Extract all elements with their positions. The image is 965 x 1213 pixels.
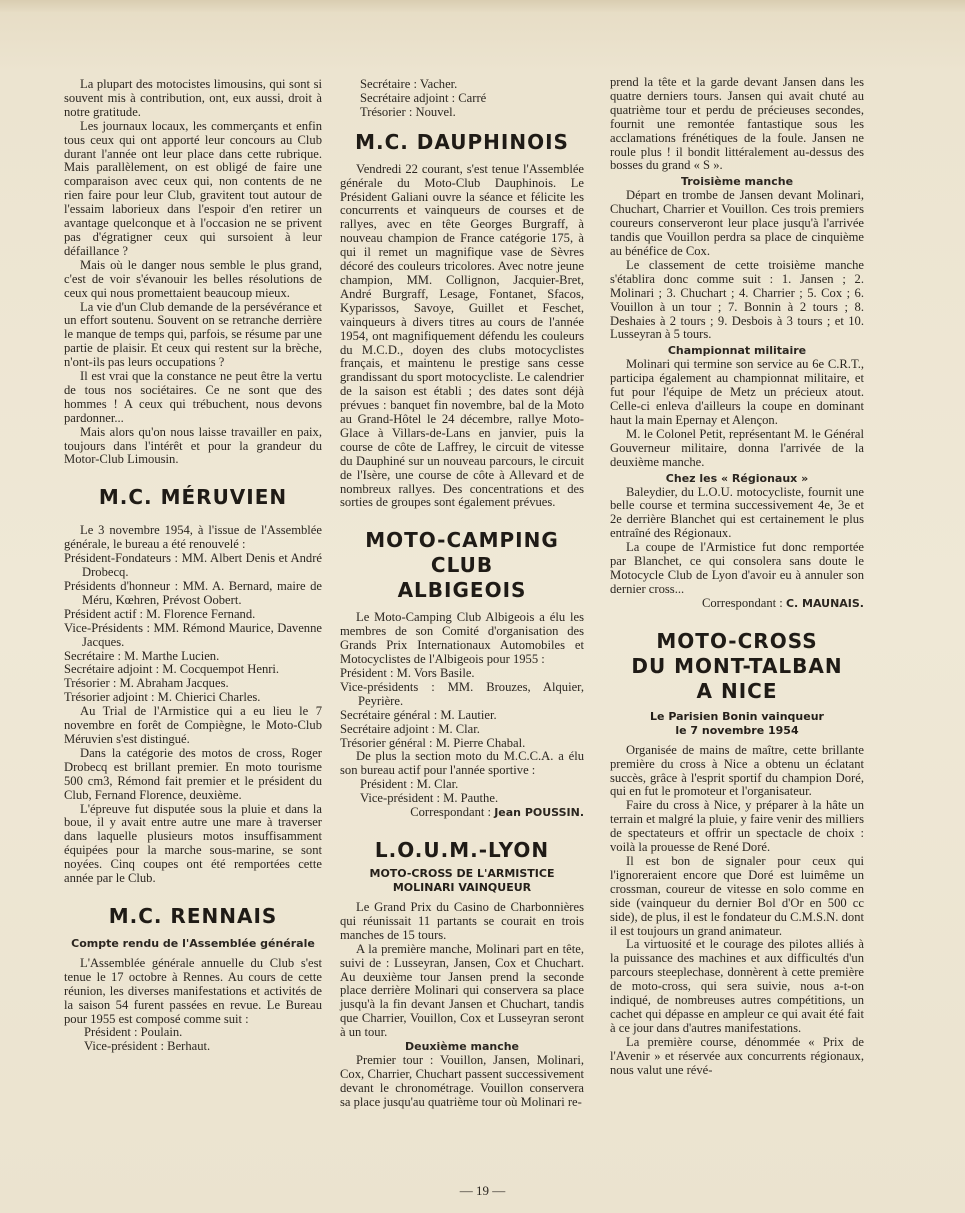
- heading-albigeois-line-2: ALBIGEOIS: [397, 578, 527, 603]
- paragraph: Vendredi 22 courant, s'est tenue l'Assemblée générale du Moto-Club Dauphinois. Le Président Galiani ouvre la séance et félicite les concurrents et vainqueurs de courses et de rallyes, avec en tête Georges Burgraff, à nouveau champion de France catégorie 175, à qui il remet un magnifique vase de Sèvres décoré des couleurs tricolores. Avec notre jeune champion, MM. Collignon, Jacquier-Bret, André Burgraff, Lesage, Fontanet, Sfacos, Kyparissos, Savoye, Guillet et Feschet, vainqueurs à divers titres au cours de l'année 1954, ont magnifiquement défendu les couleurs du M.C.D., doyen des clubs motocyclistes français, et maintenu le prestige sans cesse grandissant du sport motocycliste. Le calendrier de la saison est établi ; des dates sont déjà prévues : banquet fin novembre, bal de la Moto au Grand-Hôtel le 24 décembre, rallye Moto-Glace à Villars-de-Lans en janvier, puis la course de côte de Laffrey, le circuit de vitesse du Dauphiné sur un nouveau parcours, le circuit de l'Isère, une course de côte à Allevard et de nombreux rallyes. Des concentrations et des sorties de groupes sont également prévues.: [340, 161, 584, 510]
- heading-rennais: M.C. RENNAIS: [108, 903, 278, 928]
- paragraph: Faire du cross à Nice, y préparer à la hâte un terrain et malgré la pluie, y faire venir des milliers de spectateurs et offrir un spectacle de choix : voilà la prouesse de René Doré.: [610, 798, 864, 855]
- paragraph: Le Grand Prix du Casino de Charbonnières qui réunissait 11 partants se courait en trois manches de 15 tours.: [340, 899, 584, 942]
- heading-albigeois: [340, 528, 584, 603]
- paragraph: Départ en trombe de Jansen devant Molinari, Chuchart, Charrier et Vouillon. Ces trois premiers coureurs conserveront leur place jusqu'à l'arrivée tandis que Vouillon perdra sa place de cinquième au bénéfice de Cox.: [610, 188, 864, 258]
- subheading-nice-1: Le Parisien Bonin vainqueur: [650, 709, 824, 723]
- list-item: Président : M. Vors Basile.: [340, 666, 475, 680]
- paragraph: Il est bon de signaler pour ceux qui l'ignoreraient encore que Doré est luimême un crossman, coureur de vitesse en solo comme en side (vainqueur du dernier Bol d'Or en 500 cc side), de plus, il est le fondateur du C.M.S.N. dont il est toujours un grand animateur.: [610, 853, 864, 938]
- rennais-bureau-continued: [340, 78, 584, 120]
- list-item: Vice-président : Berhaut.: [84, 1039, 211, 1054]
- list-item: Trésorier général : M. Pierre Chabal.: [340, 735, 526, 750]
- albigeois-section-list: [340, 778, 584, 806]
- paragraph: La plupart des motocistes limousins, qui sont si souvent mis à contribution, ont, eux aussi, droit à notre gratitude.: [64, 77, 322, 119]
- heading-nice-line-1: MOTO-CROSS: [656, 628, 818, 653]
- correspondent-albigeois: [340, 806, 584, 820]
- column-2: [340, 78, 584, 1110]
- paragraph: A la première manche, Molinari part en tête, suivi de : Lusseyran, Jansen, Cox et Chuchart. Au deuxième tour Jansen prend la seconde place derrière Molinari qui conservera sa place jusqu'à la fin devant Jansen et Chuchart, tandis que Charrier, Vouillon, Cox et Lusseyran seront à un tour.: [340, 941, 584, 1040]
- heading-meruvien: M.C. MÉRUVIEN: [98, 485, 288, 510]
- list-item: Secrétaire général : M. Lautier.: [340, 707, 497, 722]
- paragraph: La première course, dénommée « Prix de l'Avenir » et réservée aux concurrents régionaux, nous valut une révé-: [610, 1034, 864, 1077]
- paragraph: Les journaux locaux, les commerçants et enfin tous ceux qui ont apporté leur concours au Club durant l'année ont leur place dans cette rubrique. Mais parallèlement, on est obligé de faire une comparaison avec ceux qui, non contents de ne rien faire pour leur Club, gravitent tout autour de l'essaim laborieux dans l'espoir d'en retirer un avantage quelconque et à l'occasion ne se privent pas d'égratigner ceux qui sursoient à leur défaillance ?: [64, 118, 322, 258]
- paragraph: Le Moto-Camping Club Albigeois a élu les membres de son Comité d'organisation des Grands Prix Internationaux Automobiles et Motocyclistes de l'Albigeois pour 1955 :: [340, 610, 584, 667]
- correspondent-label: Correspondant :: [410, 805, 492, 820]
- list-item: Vice-Présidents : MM. Rémond Maurice, Davenne Jacques.: [64, 620, 322, 649]
- paragraph: L'épreuve fut disputée sous la pluie et dans la boue, il y avait entre autre une mare à traverser dans laquelle plusieurs motos insuffisamment équipées pour la marche sous-marine, se sont noyées. Cinq coupes ont été remportées cette année par le Club.: [64, 801, 322, 886]
- list-item: Secrétaire : M. Marthe Lucien.: [64, 648, 220, 663]
- heading-dauphinois: M.C. DAUPHINOIS: [355, 129, 569, 154]
- subheading-manche-2: Deuxième manche: [404, 1040, 520, 1054]
- column-1: [64, 78, 322, 1054]
- list-item: Président-Fondateurs : MM. Albert Denis et André Drobecq.: [64, 551, 322, 580]
- subheading-nice-2: le 7 novembre 1954: [675, 723, 799, 737]
- list-item: Président actif : M. Florence Fernand.: [64, 606, 256, 621]
- correspondent-label: Correspondant :: [701, 595, 783, 610]
- rennais-bureau-list: [64, 1026, 322, 1054]
- heading-loum-lyon: L.O.U.M.-LYON: [374, 837, 550, 862]
- albigeois-committee-list: [340, 667, 584, 750]
- paragraph: La virtuosité et le courage des pilotes alliés à la puissance des machines et aux difficultés d'un parcours steeplechase, donnèrent à cette première de moto-cross, qui sera suivie, nous a-t-on indiqué, de nombreuses autres compétitions, un cachet qui dépasse en ampleur ce qui avait été fait à ce jour dans d'autres manifestations.: [610, 937, 864, 1035]
- subheading-loum-2: MOLINARI VAINQUEUR: [392, 880, 532, 894]
- paragraph: Il est vrai que la constance ne peut être la vertu de tous nos sociétaires. Ce ne sont que des hommes ! A ceux qui trébuchent, nous devons pardonner...: [64, 369, 322, 425]
- paragraph: Au Trial de l'Armistice qui a eu lieu le 7 novembre en forêt de Compiègne, le Moto-Club Méruvien s'est distingué.: [64, 704, 322, 746]
- list-item: Secrétaire adjoint : Carré: [360, 90, 487, 105]
- list-item: Secrétaire : Vacher.: [360, 77, 458, 91]
- meruvien-bureau-list: [64, 552, 322, 705]
- correspondent-name: C. MAUNAIS.: [785, 596, 864, 610]
- paragraph: De plus la section moto du M.C.C.A. a élu son bureau actif pour l'année sportive :: [340, 749, 584, 778]
- paragraph: L'Assemblée générale annuelle du Club s'est tenue le 17 octobre à Rennes. Au cours de cette réunion, les diverses manifestations et activités de la saison 54 furent passées en revue. Le Bureau pour 1955 est composé comme suit :: [64, 955, 322, 1026]
- paragraph: La vie d'un Club demande de la persévérance et un effort soutenu. Souvent on se retranche derrière le manque de temps qui, parfois, se résume par une partie de plaisir. Et ceux qui restent sur la brèche, n'ont-ils pas leurs occupations ?: [64, 299, 322, 370]
- list-item: Trésorier adjoint : M. Chierici Charles.: [64, 690, 261, 705]
- page-number: — 19 —: [459, 1183, 506, 1198]
- subheading-rennais: Compte rendu de l'Assemblée générale: [71, 936, 315, 950]
- list-item: Présidents d'honneur : MM. A. Bernard, maire de Méru, Kœhren, Prévost Oobert.: [64, 579, 322, 607]
- paragraph: Le 3 novembre 1954, à l'issue de l'Assemblée générale, le bureau a été renouvelé :: [64, 523, 322, 552]
- paragraph: Baleydier, du L.O.U. motocycliste, fournit une belle course et termina successivement 4e, 3e et 2e derrière Blanchet qui est certainement le plus entraîné des Régionaux.: [610, 484, 864, 541]
- heading-albigeois-line-1: MOTO-CAMPING CLUB: [365, 528, 559, 578]
- paragraph: Molinari qui termine son service au 6e C.R.T., participa également au championnat militaire, et fut pour l'équipe de Metz un précieux atout. Celle-ci enleva d'ailleurs la coupe en dominant haut la main Epernay et Alençon.: [610, 357, 864, 427]
- list-item: Trésorier : Nouvel.: [360, 104, 456, 119]
- list-item: Vice-président : M. Pauthe.: [360, 791, 499, 806]
- paragraph: Dans la catégorie des motos de cross, Roger Drobecq est brillant premier. En moto tourisme 500 cm3, Rémond fait premier et le président du Club, Fernand Florence, deuxième.: [64, 745, 322, 802]
- paragraph: Le classement de cette troisième manche s'établira donc comme suit : 1. Jansen ; 2. Molinari ; 3. Chuchart ; 4. Charrier ; 5. Cox ; 6. Vouillon à un tour ; 7. Bonnin à 2 tours ; 8. Deshaies à 2 tours ; 9. Desbois à 3 tours ; et 10. Lusseyran à 5 tours.: [610, 257, 864, 342]
- subheading-manche-3: Troisième manche: [680, 175, 794, 189]
- subheading-loum-1: MOTO-CROSS DE L'ARMISTICE: [369, 866, 555, 880]
- paragraph: Mais où le danger nous semble le plus grand, c'est de voir s'évanouir les belles résolutions de ceux qui nous promettaient beaucoup mieux.: [64, 257, 322, 300]
- paragraph: M. le Colonel Petit, représentant M. le Général Gouverneur militaire, donna l'arrivée de la deuxième manche.: [610, 426, 864, 469]
- paragraph: Mais alors qu'on nous laisse travailler en paix, toujours dans l'intérêt et pour la grandeur du Motor-Club Limousin.: [64, 424, 322, 467]
- column-3: [610, 76, 864, 1077]
- paragraph: La coupe de l'Armistice fut donc remportée par Blanchet, ce qui consolera sans doute le Motocycle Club de Lyon d'avoir eu à annuler son dernier cross...: [610, 540, 864, 596]
- page-top-edge: [0, 0, 965, 12]
- heading-nice-line-2: DU MONT-TALBAN: [631, 653, 843, 678]
- list-item: Secrétaire adjoint : M. Clar.: [340, 721, 480, 736]
- correspondent-name: Jean POUSSIN.: [494, 806, 584, 820]
- list-item: Vice-présidents : MM. Brouzes, Alquier, Peyrière.: [340, 679, 584, 708]
- correspondent-loum: [610, 597, 864, 611]
- heading-nice-line-3: A NICE: [696, 678, 778, 703]
- paragraph: Organisée de mains de maître, cette brillante première du cross à Nice a obtenu un éclatant succès, grâce à l'esprit sportif du champion Doré, qui en fut le promoteur et l'organisateur.: [610, 742, 864, 799]
- list-item: Président : M. Clar.: [360, 777, 459, 792]
- subheading-regionaux: Chez les « Régionaux »: [665, 471, 809, 485]
- list-item: Président : Poulain.: [84, 1025, 183, 1040]
- list-item: Secrétaire adjoint : M. Cocquempot Henri.: [64, 662, 280, 677]
- paragraph: Premier tour : Vouillon, Jansen, Molinari, Cox, Charrier, Chuchart passent successivement devant le chronométrage. Vouillon conservera sa place jusqu'au quatrième tour où Molinari re-: [340, 1053, 584, 1109]
- paragraph: prend la tête et la garde devant Jansen dans les quatre derniers tours. Jansen qui avait chuté au quatrième tour et perdu de précieuses secondes, fournit une remontée fantastique sous les acclamations frénétiques de la foule. Jansen ne roule plus ! il bondit littéralement au-dessus des bosses du grand « S ».: [610, 75, 864, 173]
- list-item: Trésorier : M. Abraham Jacques.: [64, 676, 229, 691]
- subheading-championnat-militaire: Championnat militaire: [667, 344, 807, 358]
- heading-nice: [610, 629, 864, 704]
